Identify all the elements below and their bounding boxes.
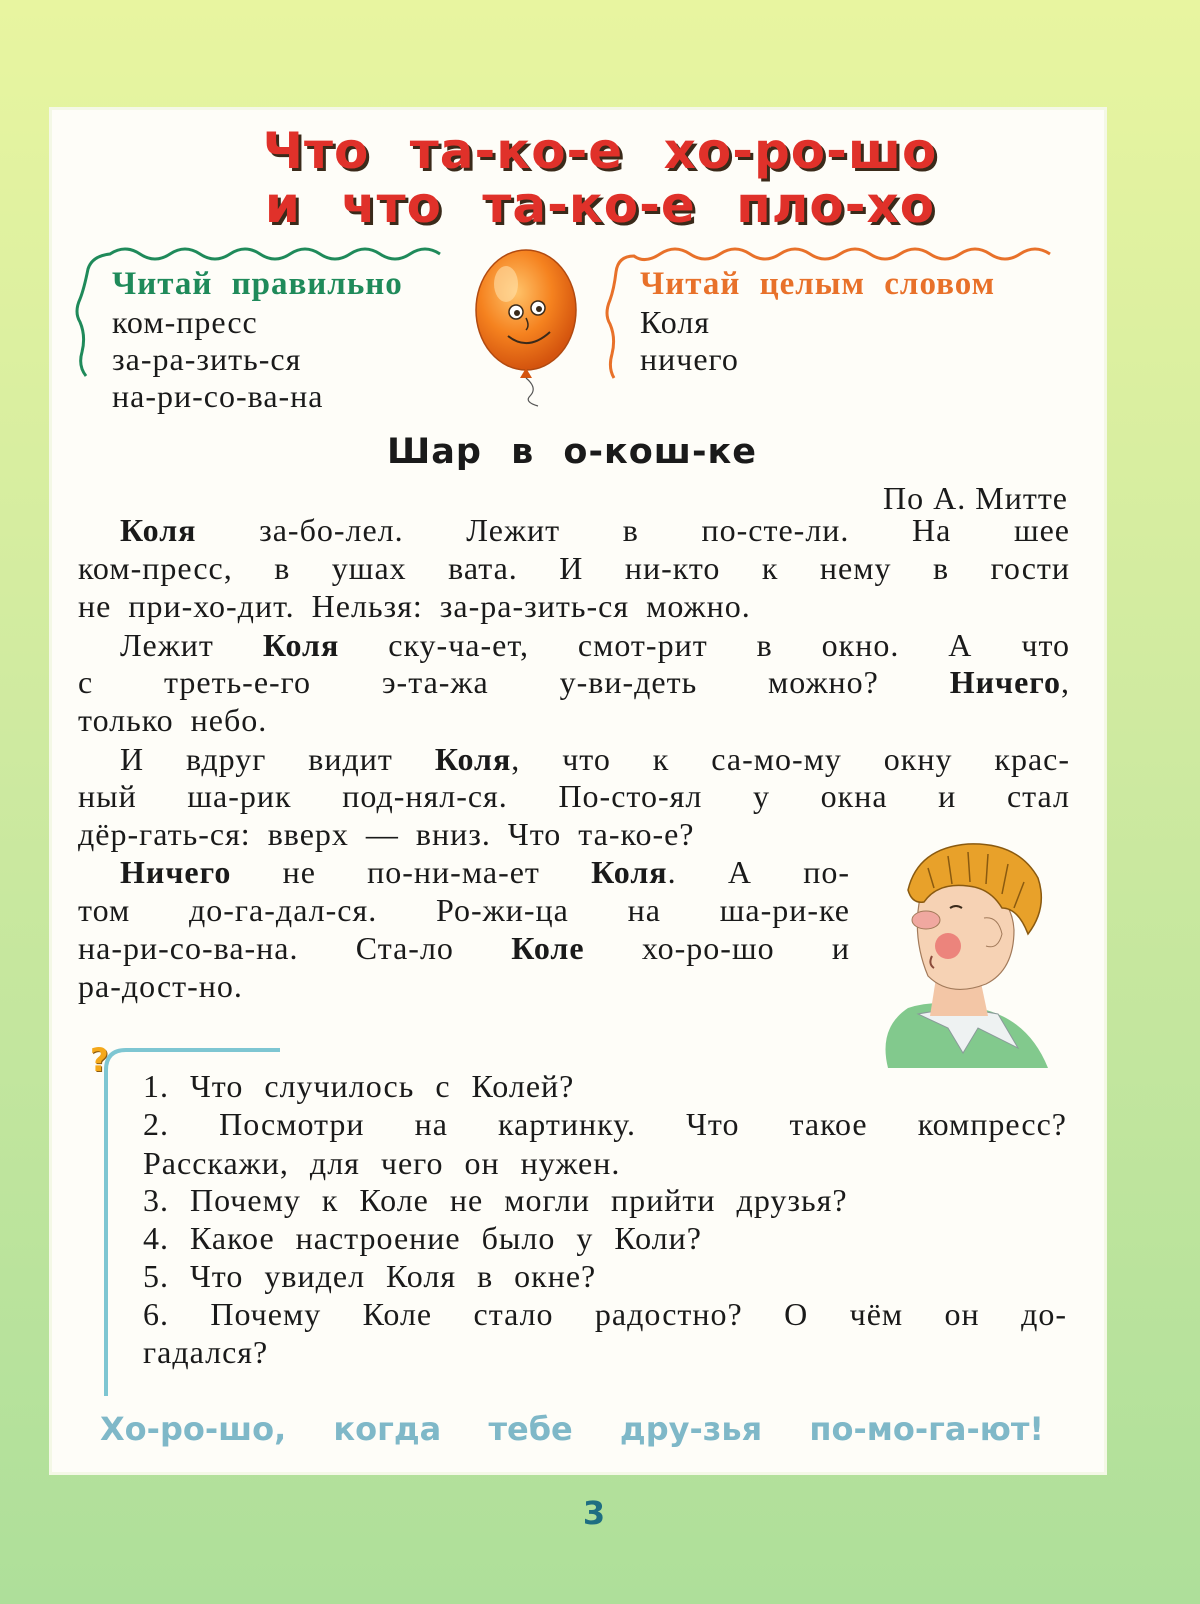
read-whole-word-2: ничего	[640, 341, 739, 377]
question-3: 3. Почему к Коле не могли прийти друзья?	[143, 1182, 848, 1218]
question-4: 4. Какое настроение было у Коли?	[143, 1220, 702, 1256]
boy-illustration	[868, 838, 1058, 1068]
question-6-cont: гадался?	[143, 1334, 269, 1370]
story-line: И вдруг видит Коля, что к са-мо-му окну крас-	[120, 741, 1071, 777]
story-line: Коля за-бо-лел. Лежит в по-сте-ли. На шее	[120, 512, 1070, 548]
read-correctly-word-2: за-ра-зить-ся	[112, 341, 302, 377]
story-line: том до-га-дал-ся. Ро-жи-ца на ша-ри-ке	[78, 892, 850, 928]
question-5: 5. Что увидел Коля в окне?	[143, 1258, 597, 1294]
read-whole-word-1: Коля	[640, 304, 711, 340]
story-author: По А. Митте	[883, 480, 1068, 516]
story-line: Ничего не по-ни-ма-ет Коля. А по-	[120, 854, 850, 890]
read-correctly-word-3: на-ри-со-ва-на	[112, 378, 324, 414]
read-whole-label: Читай целым словом	[640, 266, 996, 302]
story-line: ный ша-рик под-нял-ся. По-сто-ял у окна и стал	[78, 778, 1070, 814]
question-2-cont: Расскажи, для чего он нужен.	[143, 1145, 621, 1181]
question-2: 2. Посмотри на картинку. Что такое компресс?	[143, 1106, 1067, 1142]
question-mark-icon: ?	[90, 1041, 109, 1079]
question-6: 6. Почему Коле стало радостно? О чём он до-	[143, 1296, 1067, 1332]
story-line: ра-дост-но.	[78, 968, 243, 1004]
read-correctly-word-1: ком-пресс	[112, 304, 258, 340]
story-line: с треть-е-го э-та-жа у-ви-деть можно? Ничего,	[78, 664, 1070, 700]
story-line: на-ри-со-ва-на. Ста-ло Коле хо-ро-шо и	[78, 930, 851, 966]
story-line: Лежит Коля ску-ча-ет, смот-рит в окно. А что	[120, 627, 1071, 663]
page-number: 3	[582, 1494, 606, 1532]
balloon-illustration	[468, 248, 588, 408]
story-line: не при-хо-дит. Нельзя: за-ра-зить-ся можно.	[78, 588, 751, 624]
story-heading: Шар в о-кош-ке	[387, 432, 757, 472]
read-correctly-label: Читай правильно	[112, 266, 403, 302]
story-line: только небо.	[78, 702, 268, 738]
question-1: 1. Что случилось с Колей?	[143, 1068, 575, 1104]
moral-text: Хо-ро-шо, когда тебе дру-зья по-мо-га-ют!	[100, 1410, 1044, 1448]
title-line-1: Что та-ко-е хо-ро-шо	[262, 122, 938, 180]
title-line-2: и что та-ко-е пло-хо	[264, 176, 936, 234]
story-line: ком-пресс, в ушах вата. И ни-кто к нему в гости	[78, 550, 1070, 586]
story-line: дёр-гать-ся: вверх — вниз. Что та-ко-е?	[78, 816, 695, 852]
